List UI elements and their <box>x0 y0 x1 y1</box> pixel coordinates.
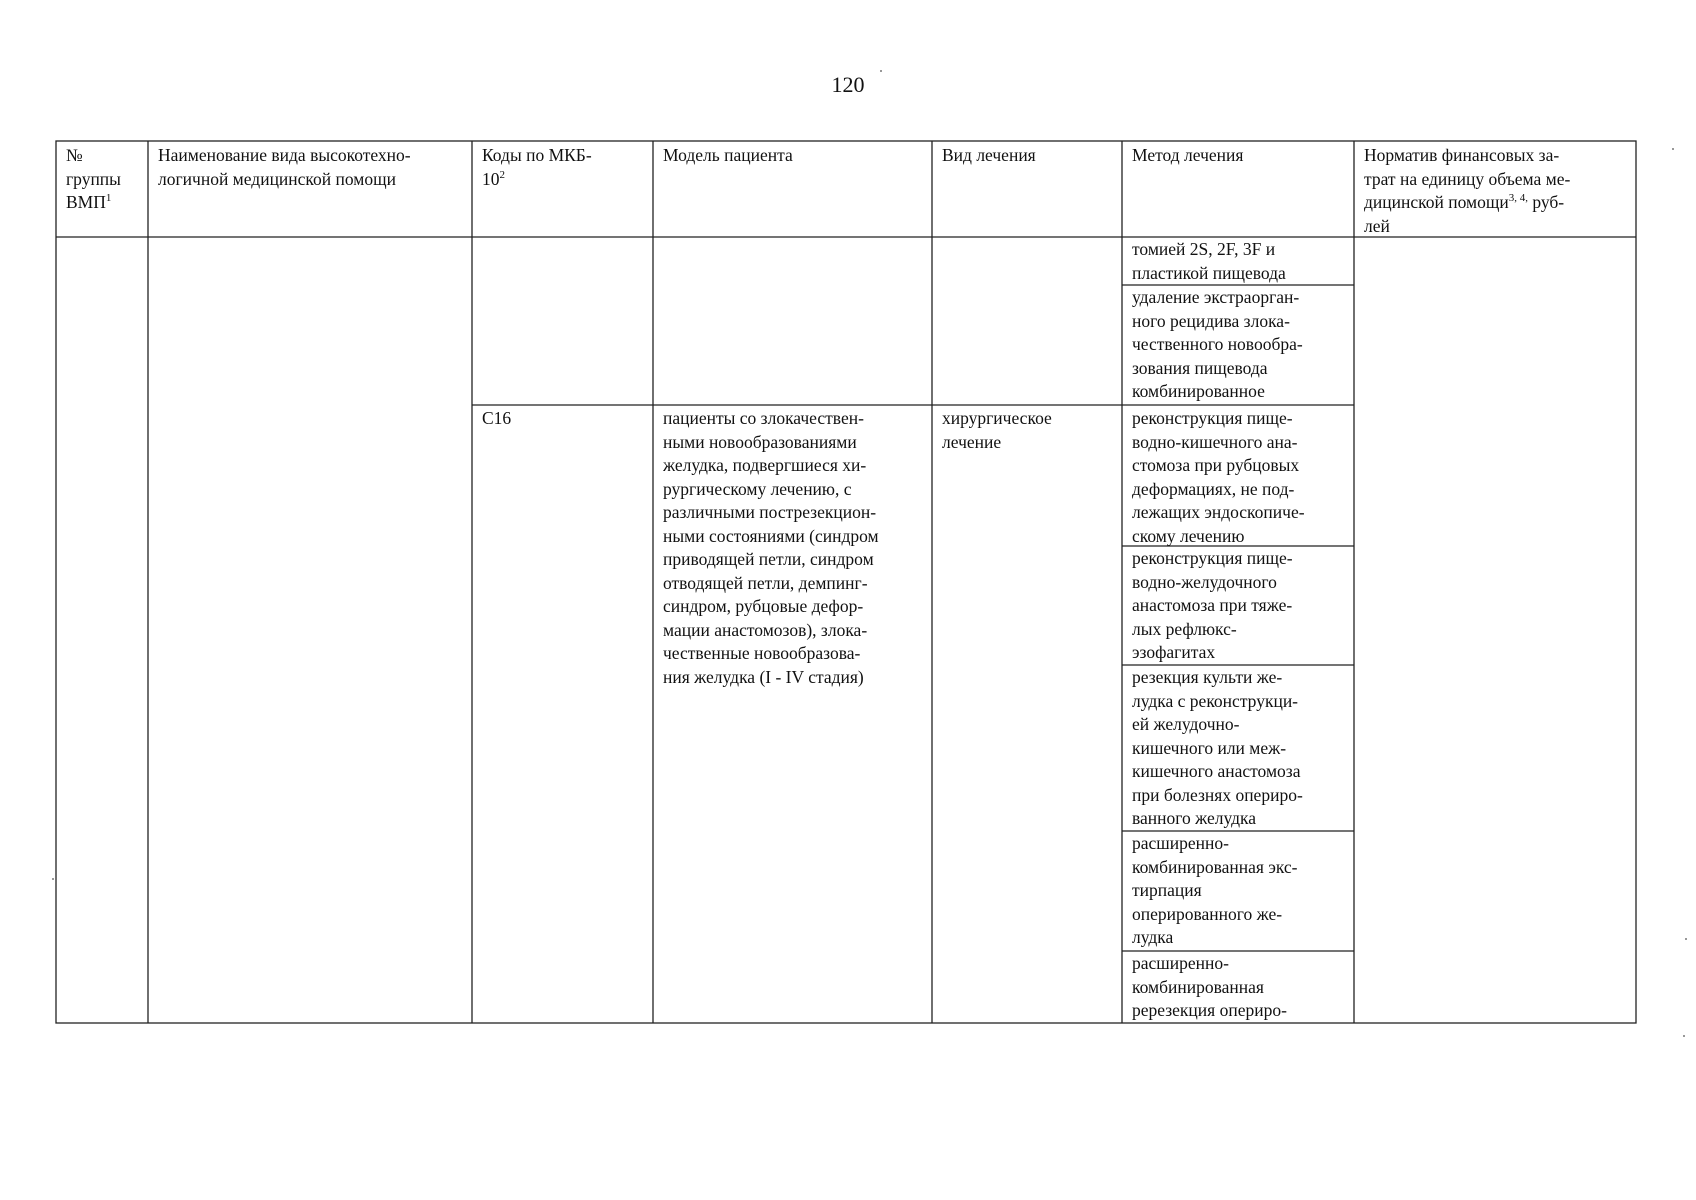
header-icd-codes: Коды по МКБ- $10^2$ <box>482 145 592 189</box>
header-treatment-method: Метод лечения <box>1132 145 1244 165</box>
scan-speck <box>52 878 54 880</box>
treatment-type-c16: хирургическое лечение <box>942 408 1052 452</box>
header-patient-model: Модель пациента <box>663 145 793 165</box>
method-cell-extraorgan-recurrence: удаление экстраорган- ного рецидива злока- чественного новообра- зования пищевода комбинированное <box>1132 287 1303 401</box>
scan-speck <box>1683 1035 1685 1037</box>
method-cell-esophago-intestinal-reconstruction: реконструкция пище- водно-кишечного ана- стомоза при рубцовых деформациях, не под- лежащих эндоскопиче- скому лечению <box>1132 408 1305 546</box>
patient-model-c16: пациенты со злокачествен- ными новообразованиями желудка, подвергшиеся хи- рургическому лечению, с различными пострезекцион- ными состояниями (синдром приводящей петли, синдром отводящей петли, демпинг- синдром, рубцовые дефор- мации анастомозов), злока- чественные новообразова- ния желудка (I - IV стадия) <box>663 408 879 687</box>
method-cell-esophagus-plasty: томией 2S, 2F, 3F и пластикой пищевода <box>1132 239 1286 283</box>
scan-speck <box>880 70 882 72</box>
scan-speck <box>1672 148 1674 150</box>
method-cell-stump-resection: резекция культи же- лудка с реконструкци- ей желудочно- кишечного или меж- кишечного анастомоза при болезнях опериро- ванного желудка <box>1132 667 1303 828</box>
scan-speck <box>1685 938 1687 940</box>
method-cell-extended-extirpation: расширенно- комбинированная экс- тирпация оперированного же- лудка <box>1132 833 1298 947</box>
icd-code-c16: C16 <box>482 408 512 428</box>
header-group-number: № группы ВМП$^1$ <box>66 145 121 212</box>
header-treatment-type: Вид лечения <box>942 145 1036 165</box>
method-cell-esophago-gastric-reconstruction: реконструкция пище- водно-желудочного анастомоза при тяже- лых рефлюкс- эзофагитах <box>1132 548 1293 662</box>
header-financial-standard: Норматив финансовых за- трат на единицу объема ме- дицинской помощи$^{3, 4,}$ руб- лей <box>1364 145 1571 236</box>
page-number: 120 <box>831 72 865 97</box>
method-cell-extended-reresection: расширенно- комбинированная ререзекция опериро- <box>1132 953 1287 1020</box>
header-care-type-name: Наименование вида высокотехно- логичной медицинской помощи <box>158 145 411 189</box>
